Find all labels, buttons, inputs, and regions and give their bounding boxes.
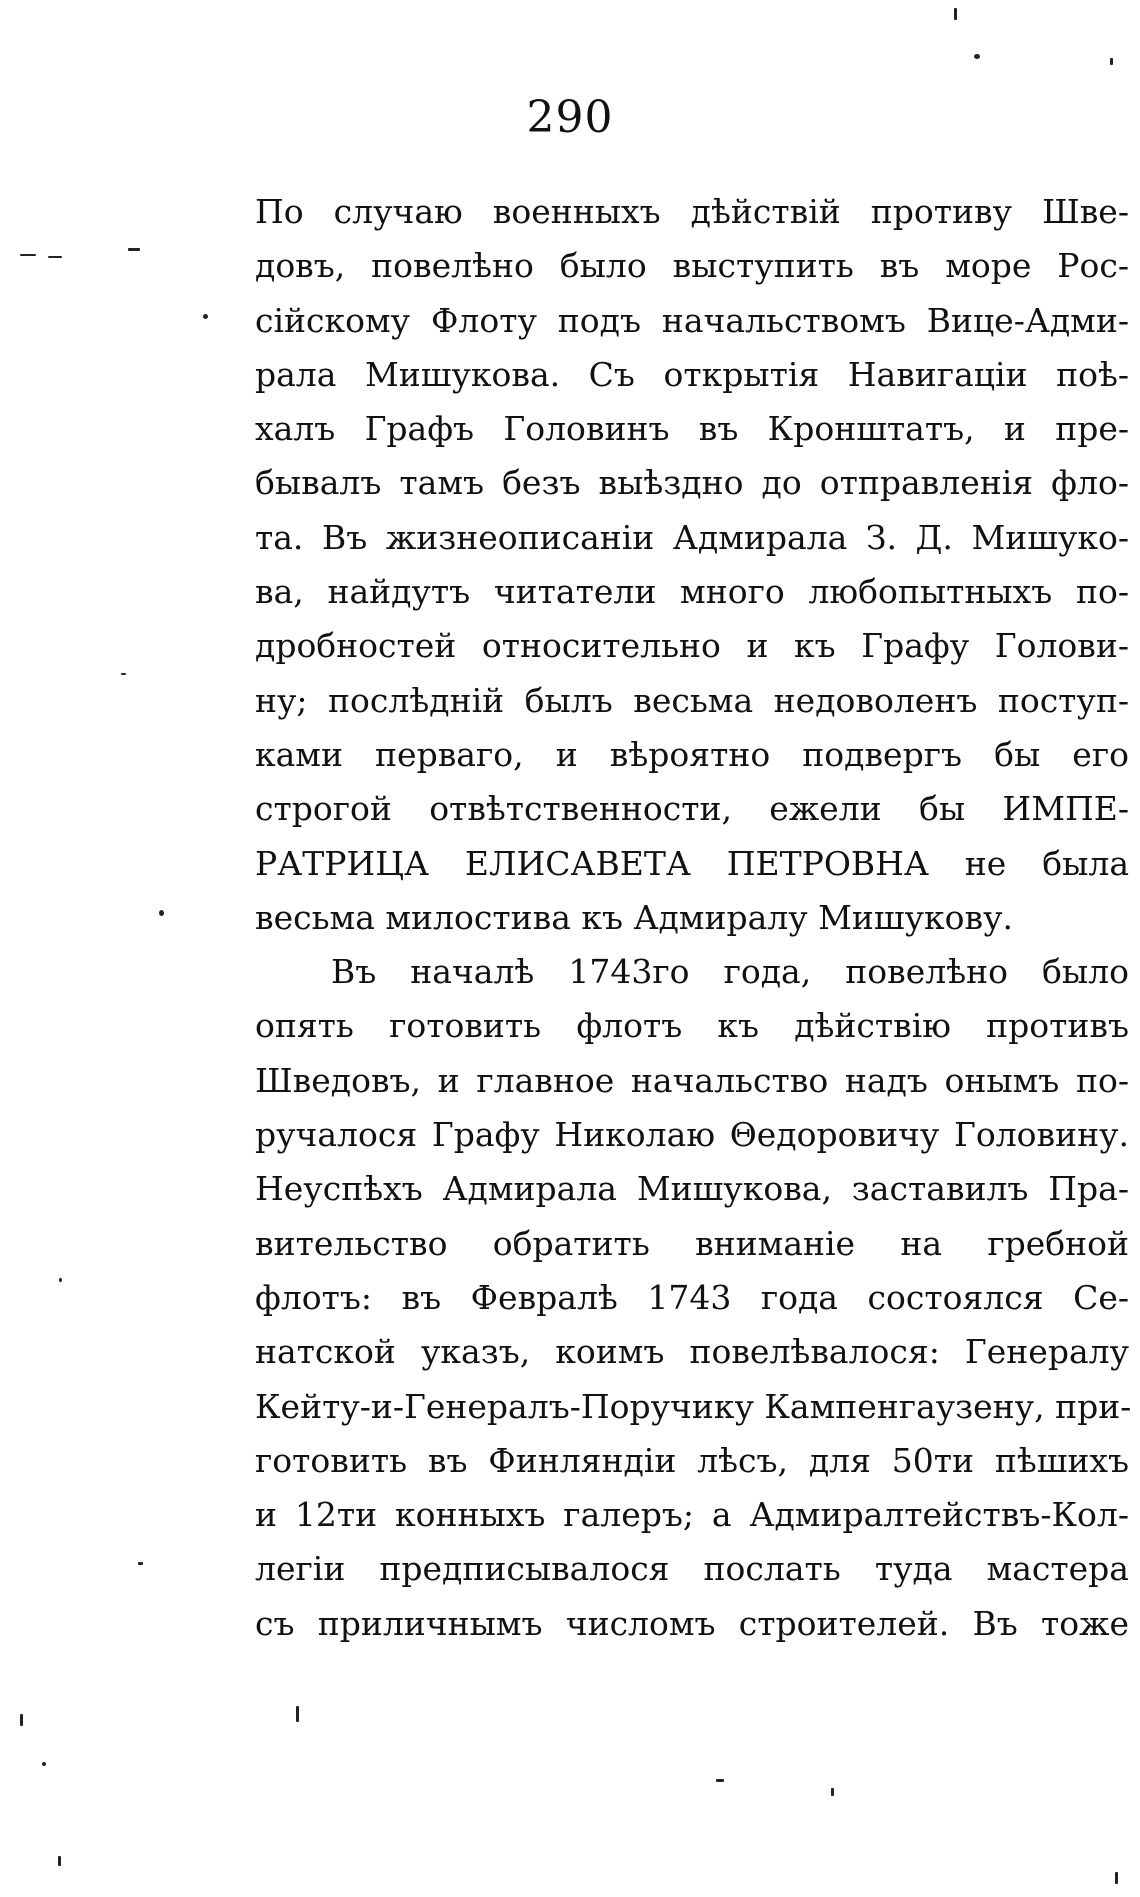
- text-line: халъ Графъ Головинъ въ Кронштатъ, и пре-: [255, 409, 1129, 449]
- paragraph-2: [255, 945, 1132, 1651]
- scan-speck: [203, 314, 208, 319]
- text-line: Въ началѣ 1743го года, повелѣно было: [331, 952, 1129, 992]
- page-number: 290: [526, 92, 614, 143]
- scan-speck: [128, 248, 140, 251]
- text-line: Кейту-и-Генералъ-Поручику Кампенгаузену, при-: [255, 1386, 1132, 1426]
- text-line: ручалося Графу Николаю Θедоровичу Головину.: [255, 1115, 1129, 1155]
- scan-speck: [1110, 58, 1113, 65]
- text-line: бывалъ тамъ безъ выѣздно до отправленія фло-: [255, 463, 1129, 503]
- text-line: опять готовить флотъ къ дѣйствію противъ: [255, 1006, 1129, 1046]
- text-line: та. Въ жизнеописаніи Адмирала З. Д. Мишуко-: [255, 517, 1129, 557]
- text-body: [255, 185, 1132, 1651]
- text-line: съ приличнымъ числомъ строителей. Въ тоже: [255, 1603, 1129, 1643]
- text-line: весьма милостива къ Адмиралу Мишукову.: [255, 897, 1013, 937]
- scan-speck: [1115, 1872, 1118, 1884]
- text-line: ками перваго, и вѣроятно подвергъ бы его: [255, 734, 1129, 774]
- scan-speck: [831, 1788, 834, 1796]
- scan-speck: [58, 1856, 61, 1866]
- text-line: Шведовъ, и главное начальство надъ онымъ по-: [255, 1060, 1129, 1100]
- text-line: По случаю военныхъ дѣйствій противу Шве-: [255, 192, 1129, 231]
- text-line: рала Мишукова. Съ открытія Навигаціи поѣ-: [255, 354, 1129, 394]
- scan-speck: [974, 54, 980, 59]
- scan-speck: [121, 673, 126, 675]
- text-line: РАТРИЦА ЕЛИСАВЕТА ПЕТРОВНА не была: [255, 843, 1129, 883]
- scan-speck: [138, 1562, 143, 1565]
- text-line: флотъ: въ Февралѣ 1743 года состоялся Се-: [255, 1277, 1129, 1317]
- text-line: натской указъ, коимъ повелѣвалося: Генералу: [255, 1332, 1129, 1372]
- scan-speck: [48, 256, 62, 258]
- text-line: вительство обратить вниманіе на гребной: [255, 1223, 1129, 1263]
- text-line: строгой отвѣтственности, ежели бы ИМПЕ-: [255, 789, 1129, 829]
- text-line: довъ, повелѣно было выступить въ море Рос-: [255, 246, 1129, 286]
- scan-speck: [716, 1779, 724, 1782]
- scan-speck: [954, 8, 957, 20]
- text-line: дробностей относительно и къ Графу Голови-: [255, 626, 1129, 666]
- scan-speck: [20, 1714, 23, 1726]
- scan-speck: [159, 910, 164, 916]
- paragraph-1: [255, 185, 1129, 945]
- scan-speck: [296, 1706, 299, 1722]
- text-line: ва, найдутъ читатели много любопытныхъ по-: [255, 572, 1129, 612]
- scan-speck: [20, 254, 36, 256]
- text-line: сійскому Флоту подъ начальствомъ Вице-Адми-: [255, 300, 1129, 340]
- text-line: Неуспѣхъ Адмирала Мишукова, заставилъ Пра-: [255, 1169, 1129, 1209]
- text-line: и 12ти конныхъ галеръ; а Адмиралтействъ-Кол-: [255, 1495, 1129, 1535]
- text-line: легіи предписывалося послать туда мастера: [255, 1549, 1129, 1589]
- scan-speck: [59, 1278, 62, 1282]
- text-line: готовить въ Финляндіи лѣсъ, для 50ти пѣшихъ: [255, 1440, 1129, 1480]
- text-line: ну; послѣдній былъ весьма недоволенъ поступ-: [255, 680, 1129, 720]
- scan-speck: [42, 1762, 46, 1766]
